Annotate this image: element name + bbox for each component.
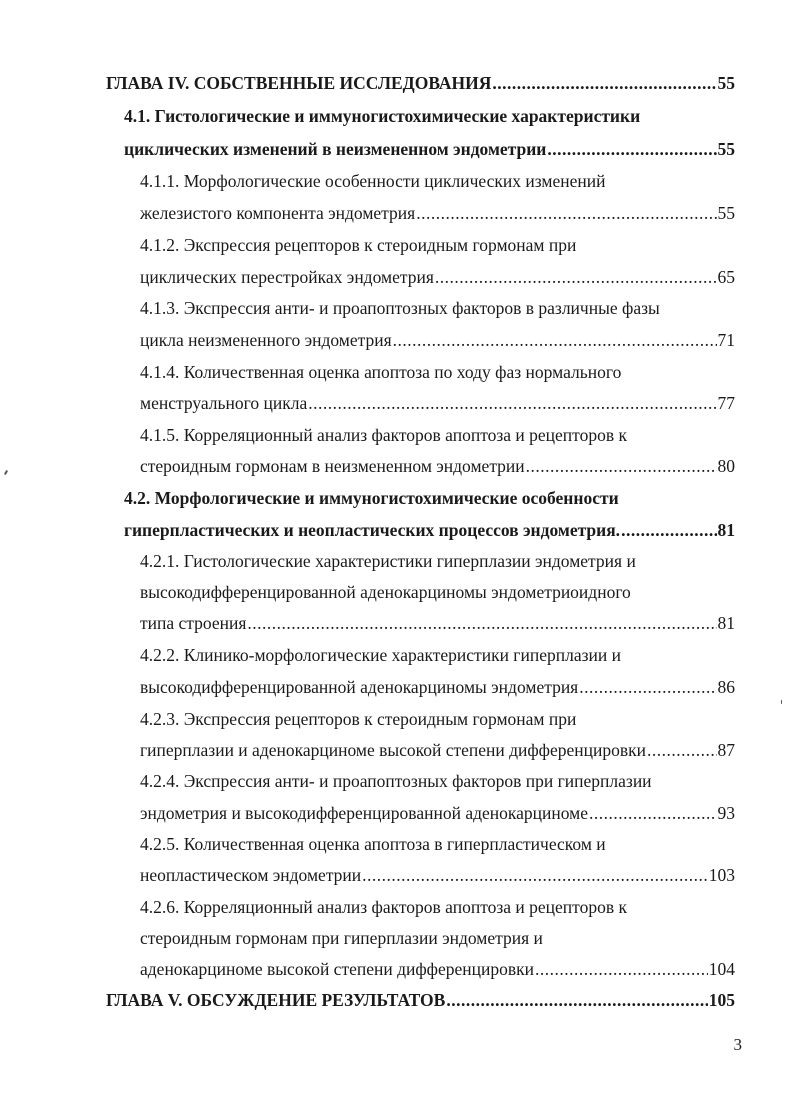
toc-page-number: 65 [717, 267, 735, 287]
toc-entry-text: эндометрия и высокодифференцированной аденокарциноме [140, 803, 588, 823]
toc-entry-chapter-5[interactable] [106, 989, 735, 1011]
toc-entry-4-2-5[interactable] [140, 833, 735, 855]
toc-entry-4-2-4[interactable] [140, 770, 735, 792]
toc-entry-text: высокодифференцированной аденокарциномы эндометриоидного [140, 582, 631, 602]
toc-entry-4-2-3[interactable] [140, 708, 735, 730]
toc-entry-text: гиперпластических и неопластических процессов эндометрия. [124, 520, 621, 540]
toc-entry-4-1-1-cont[interactable] [140, 202, 735, 224]
toc-entry-4-2-1-cont[interactable] [140, 581, 735, 603]
toc-entry-text: 4.1.5. Корреляционный анализ факторов апоптоза и рецепторов к [140, 425, 627, 445]
toc-entry-4-2-1[interactable] [140, 550, 735, 572]
toc-entry-chapter-4[interactable] [106, 72, 735, 94]
toc-entry-text: неопластическом эндометрии [140, 865, 362, 885]
toc-entry-text: 4.1.2. Экспрессия рецепторов к стероидным гормонам при [140, 235, 577, 255]
toc-entry-4-1-2[interactable] [140, 234, 735, 256]
toc-entry-text: ГЛАВА IV. СОБСТВЕННЫЕ ИССЛЕДОВАНИЯ [106, 73, 492, 93]
toc-page-number: 87 [717, 740, 735, 760]
toc-entry-4-2-4-cont[interactable] [140, 802, 735, 824]
dot-leader [621, 519, 716, 541]
toc-entry-section-4-1[interactable] [124, 105, 735, 127]
toc-entry-text: 4.2. Морфологические и иммуногистохимические особенности [124, 488, 619, 508]
toc-entry-text: железистого компонента эндометрия [140, 203, 416, 223]
page-number: 3 [733, 1035, 742, 1054]
dot-leader [362, 864, 708, 886]
toc-page-number: 55 [717, 73, 735, 93]
toc-entry-4-2-1-cont2[interactable] [140, 612, 735, 634]
toc-entry-4-1-3[interactable] [140, 297, 735, 319]
toc-entry-text: 4.2.3. Экспрессия рецепторов к стероидным гормонам при [140, 709, 577, 729]
toc-entry-text: ГЛАВА V. ОБСУЖДЕНИЕ РЕЗУЛЬТАТОВ [106, 990, 446, 1010]
toc-entry-4-1-4[interactable] [140, 361, 735, 383]
toc-entry-4-2-6-cont2[interactable] [140, 958, 735, 980]
dot-leader [647, 739, 716, 761]
scan-speck [781, 700, 782, 704]
toc-page-number: 105 [708, 990, 735, 1010]
toc-page-number: 77 [717, 393, 735, 413]
toc-page-number: 81 [717, 520, 735, 540]
toc-entry-4-1-4-cont[interactable] [140, 392, 735, 414]
dot-leader [589, 802, 717, 824]
toc-entry-4-1-3-cont[interactable] [140, 329, 735, 351]
dot-leader [308, 392, 716, 414]
toc-entry-text: циклических перестройках эндометрия [140, 267, 434, 287]
toc-entry-text: 4.2.2. Клинико-морфологические характеристики гиперплазии и [140, 645, 621, 665]
dot-leader [579, 676, 716, 698]
toc-entry-4-2-5-cont[interactable] [140, 864, 735, 886]
toc-entry-section-4-1-cont[interactable] [124, 138, 735, 160]
toc-entry-text: 4.2.6. Корреляционный анализ факторов апоптоза и рецепторов к [140, 897, 627, 917]
toc-entry-4-2-2-cont[interactable] [140, 676, 735, 698]
toc-entry-text: 4.1.3. Экспрессия анти- и проапоптозных факторов в различные фазы [140, 298, 660, 318]
toc-entry-text: гиперплазии и аденокарциноме высокой степени дифференцировки [140, 740, 647, 760]
dot-leader [247, 612, 716, 634]
toc-entry-text: высокодифференцированной аденокарциномы эндометрия [140, 677, 579, 697]
dot-leader [435, 266, 717, 288]
dot-leader [535, 958, 708, 980]
toc-entry-section-4-2[interactable] [124, 487, 735, 509]
toc-entry-4-1-1[interactable] [140, 170, 735, 192]
toc-page-number: 55 [717, 139, 735, 159]
toc-entry-4-2-3-cont[interactable] [140, 739, 735, 761]
toc-page-number: 93 [717, 803, 735, 823]
toc-page-number: 71 [717, 330, 735, 350]
toc-page-number: 80 [717, 456, 735, 476]
toc-entry-4-1-2-cont[interactable] [140, 266, 735, 288]
toc-entry-text: стероидным гормонам в неизмененном эндометрии [140, 456, 525, 476]
toc-entry-text: 4.2.1. Гистологические характеристики гиперплазии эндометрия и [140, 551, 636, 571]
toc-entry-4-2-6[interactable] [140, 896, 735, 918]
toc-page-number: 81 [717, 613, 735, 633]
dot-leader [547, 138, 716, 160]
toc-entry-text: циклических изменений в неизмененном эндометрии [124, 139, 547, 159]
toc-entry-text: 4.2.5. Количественная оценка апоптоза в гиперпластическом и [140, 834, 606, 854]
dot-leader [526, 455, 717, 477]
toc-entry-text: менструального цикла [140, 393, 308, 413]
toc-page-number: 86 [717, 677, 735, 697]
toc-entry-text: 4.1.4. Количественная оценка апоптоза по ходу фаз нормального [140, 362, 622, 382]
toc-entry-text: стероидным гормонам при гиперплазии эндометрия и [140, 928, 543, 948]
toc-entry-text: 4.2.4. Экспрессия анти- и проапоптозных факторов при гиперплазии [140, 771, 652, 791]
scan-speck [4, 470, 8, 475]
toc-page-number: 103 [708, 865, 735, 885]
toc-entry-text: типа строения [140, 613, 247, 633]
toc-entry-section-4-2-cont[interactable] [124, 519, 735, 541]
toc-entry-4-1-5-cont[interactable] [140, 455, 735, 477]
toc-entry-text: аденокарциноме высокой степени дифференцировки [140, 959, 534, 979]
toc-page-number: 55 [717, 203, 735, 223]
toc-entry-text: цикла неизмененного эндометрия [140, 330, 392, 350]
toc-entry-text: 4.1.1. Морфологические особенности циклических изменений [140, 171, 606, 191]
toc-page-number: 104 [708, 959, 735, 979]
toc-entry-4-1-5[interactable] [140, 424, 735, 446]
dot-leader [492, 72, 716, 94]
dot-leader [446, 989, 707, 1011]
toc-entry-4-2-6-cont[interactable] [140, 927, 735, 949]
dot-leader [393, 329, 717, 351]
toc-entry-4-2-2[interactable] [140, 644, 735, 666]
toc-entry-text: 4.1. Гистологические и иммуногистохимические характеристики [124, 106, 641, 126]
dot-leader [416, 202, 716, 224]
